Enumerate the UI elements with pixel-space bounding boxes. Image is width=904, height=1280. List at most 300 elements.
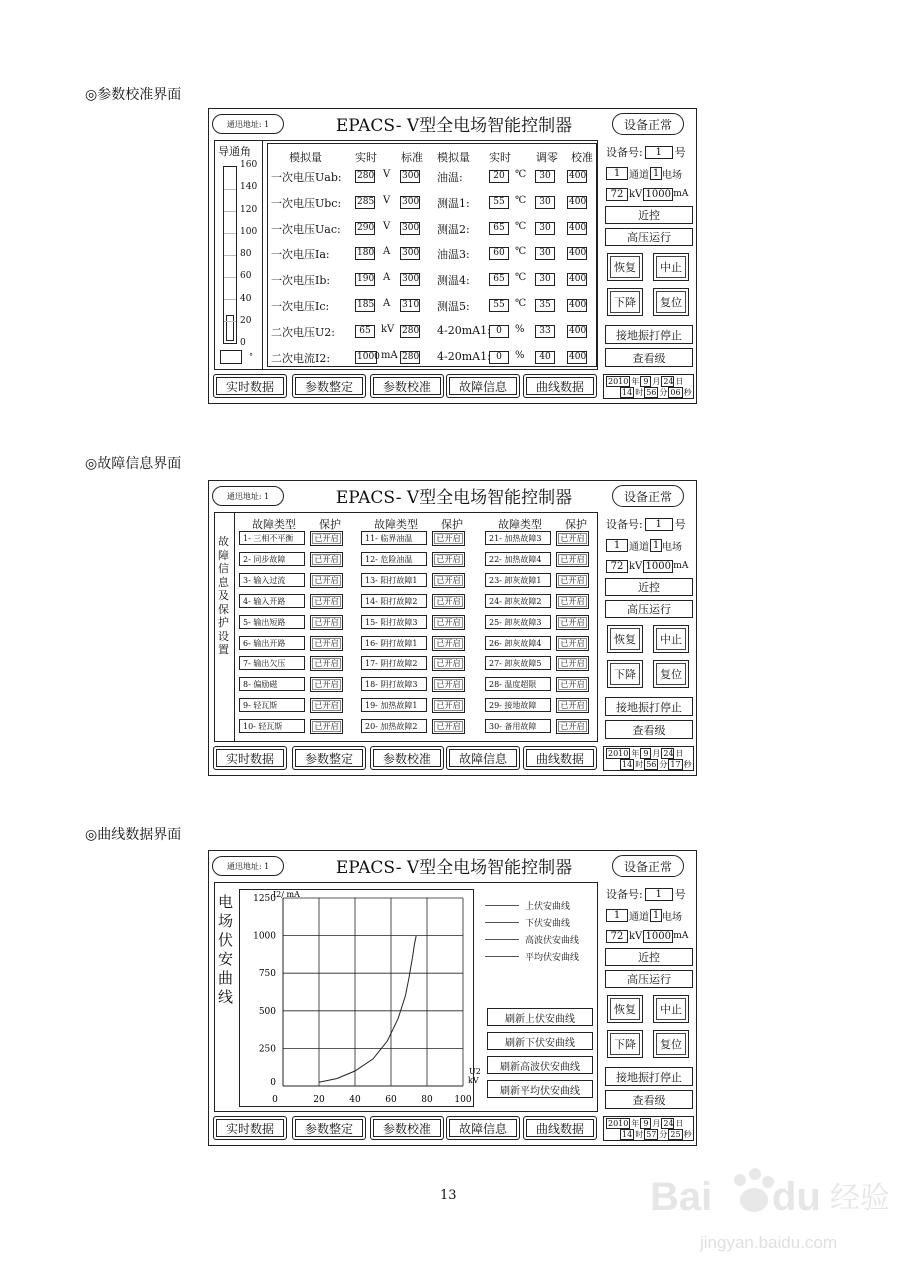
unit-label: ℃ [515,194,527,206]
datetime-display [603,1116,694,1141]
gauge-tick-label: 40 [240,293,252,304]
channel-label: 通道 [629,541,649,553]
minute-value: 56 [646,388,657,397]
realtime-value: 55 [489,196,509,209]
analog-name: 一次电压Uab: [271,171,342,184]
channel-number[interactable]: 1 [606,909,628,922]
section-title-fault-info: ◎故障信息界面 [85,456,182,472]
zero-input[interactable]: 30 [535,170,555,183]
protection-toggle[interactable]: 已开启 [556,531,589,546]
protection-toggle[interactable]: 已开启 [556,594,589,609]
date-row [606,376,691,387]
column-header: 调零 [536,151,558,164]
protection-toggle[interactable]: 已开启 [556,636,589,651]
calibrate-input[interactable]: 400 [569,351,587,362]
reset-button[interactable]: 复位 [653,660,689,688]
fault-type-item: 4- 输入开路 [239,594,305,608]
recover-button[interactable]: 恢复 [607,995,643,1023]
fault-vertical-panel [215,513,235,741]
gauge-grid-line [224,211,236,212]
kv-value: 72 [606,930,628,943]
reset-button[interactable]: 复位 [653,288,689,316]
zero-input[interactable]: 40 [535,351,555,364]
view-level-button[interactable]: 查看级 [605,1090,693,1109]
fault-type-item: 27- 卸灰故障5 [485,656,551,670]
comm-address: 通迅地址: 1 [212,486,284,506]
realtime-value: 290 [357,222,375,233]
tab-fault-info[interactable]: 故障信息 [446,746,520,770]
calibrate-input[interactable]: 400 [569,248,587,259]
ground-rap-stop-button[interactable]: 接地振打停止 [605,325,693,344]
nav-tabs [213,746,597,771]
device-number-label: 设备号: [606,518,643,531]
x-tick-label: 40 [349,1095,361,1105]
gauge-tick-label: 100 [240,226,258,237]
standard-input[interactable]: 300 [402,196,420,207]
refresh-curve-button[interactable]: 刷新平均伏安曲线 [487,1080,593,1098]
status-badge: 设备正常 [612,113,684,135]
y-tick-label: 1000 [253,931,276,942]
series-line [319,936,416,1083]
comm-address: 通迅地址: 1 [212,856,284,876]
down-button[interactable]: 下降 [607,1030,643,1058]
realtime-value: 1000 [357,351,380,362]
tab-fault-info[interactable]: 故障信息 [446,1116,520,1140]
fault-type-item: 22- 加热故障4 [485,552,551,566]
x-tick-label: 0 [272,1095,278,1105]
device-side-panel [603,140,694,370]
zero-input[interactable]: 35 [535,299,555,312]
legend-line [485,939,519,940]
protection-toggle[interactable]: 已开启 [432,531,465,546]
fault-type-item: 17- 阴打故障2 [361,656,427,670]
realtime-value: 65 [355,325,375,338]
protection-toggle[interactable]: 已开启 [556,698,589,713]
protection-toggle[interactable]: 已开启 [432,719,465,734]
fault-type-item: 24- 卸灰故障2 [485,594,551,608]
svg-text:jingyan.baidu.com: jingyan.baidu.com [700,1233,838,1252]
fault-type-item: 10- 轻瓦斯 [239,719,305,733]
stop-button[interactable]: 中止 [653,253,689,281]
status-badge: 设备正常 [612,855,684,877]
channel-label: 通道 [629,169,649,181]
chart-frame [239,889,481,1107]
ma-unit: mA [673,189,689,199]
analog-name: 一次电压Ubc: [271,196,342,210]
svg-text:经验: 经验 [830,1181,890,1216]
device-number-unit: 号 [674,888,686,901]
page-number: 13 [440,1188,457,1203]
zero-input[interactable]: 33 [535,325,555,338]
gauge-tick-label: 60 [240,271,252,282]
calibrate-input[interactable]: 400 [569,171,587,181]
device-number-input[interactable]: 1 [645,888,673,901]
curve-screen [208,850,697,1146]
hour-label: 时 [635,1130,644,1139]
month-label: 月 [652,749,661,758]
realtime-value: 60 [489,247,509,260]
protection-toggle[interactable]: 已开启 [432,573,465,588]
tab-param-calib[interactable]: 参数校准 [370,746,444,770]
analog-name: 二次电压U2: [271,325,335,339]
protection-toggle[interactable]: 已开启 [432,615,465,630]
zero-input[interactable]: 30 [535,273,555,286]
tab-param-calib[interactable]: 参数校准 [370,374,444,398]
protection-toggle[interactable]: 已开启 [310,656,343,671]
channel-number[interactable]: 1 [606,167,628,180]
y-tick-label: 750 [258,969,276,980]
tab-param-set[interactable]: 参数整定 [292,1116,366,1140]
calibrate-input[interactable]: 400 [569,325,587,336]
realtime-value: 285 [357,196,375,207]
analog-name: 油温3: [437,248,470,262]
tab-curve-data[interactable]: 曲线数据 [523,746,597,770]
fault-type-header: 故障类型 [374,518,418,531]
tab-curve-data[interactable]: 曲线数据 [523,1116,597,1140]
fault-type-item: 14- 阳打故障2 [361,594,427,608]
x-axis-label-unit: kV [468,1076,479,1085]
degree-unit: ° [249,352,253,361]
refresh-curve-button[interactable]: 刷新高波伏安曲线 [487,1056,593,1074]
tab-param-calib[interactable]: 参数校准 [370,1116,444,1140]
stop-button[interactable]: 中止 [653,625,689,653]
protection-toggle[interactable]: 已开启 [310,719,343,734]
protection-toggle[interactable]: 已开启 [432,636,465,651]
protection-toggle[interactable]: 已开启 [556,615,589,630]
tab-curve-data[interactable]: 曲线数据 [523,374,597,398]
legend-label: 平均伏安曲线 [525,953,580,963]
protection-toggle[interactable]: 已开启 [432,677,465,692]
realtime-value: 55 [489,299,509,312]
down-button[interactable]: 下降 [607,288,643,316]
protection-toggle[interactable]: 已开启 [310,636,343,651]
hour-value: 14 [622,388,633,397]
device-number-unit: 号 [674,518,686,531]
protection-header: 保护 [319,518,341,531]
conduction-angle-bar [223,166,237,344]
standard-input[interactable]: 280 [402,325,420,336]
app-title: EPACS- V型全电场智能控制器 [335,858,573,878]
fault-type-item: 5- 输出短路 [239,615,305,629]
month-label: 月 [652,377,661,386]
run-state: 高压运行 [605,600,693,618]
x-tick-label: 100 [454,1095,472,1105]
calibration-screen [208,108,697,404]
unit-label: V [383,220,391,232]
gauge-grid-line [224,321,236,322]
recover-button[interactable]: 恢复 [607,625,643,653]
ma-value: 1000 [643,188,673,201]
analog-name: 一次电压Ia: [271,248,330,262]
calibrate-input[interactable]: 400 [569,274,587,285]
fault-type-item: 29- 接地故障 [485,698,551,712]
date-row [606,1118,691,1129]
fault-type-item: 21- 加热故障3 [485,531,551,545]
fault-type-item: 30- 备用故障 [485,719,551,733]
channel-row [606,165,691,181]
kv-value: 72 [606,560,628,573]
curve-main [214,882,598,1112]
realtime-value: 0 [489,325,509,338]
unit-label: A [383,246,391,258]
fault-type-item: 3- 输入过流 [239,573,305,587]
gauge-tick-label: 120 [240,204,258,215]
time-row [620,1129,691,1140]
device-number-row [606,144,691,160]
time-row [620,387,691,398]
legend-line [485,922,519,923]
analog-name: 一次电压Ic: [271,300,330,313]
datetime-display [603,374,694,399]
minute-value: 56 [646,760,657,769]
unit-label: ℃ [515,246,527,258]
refresh-curve-button[interactable]: 刷新下伏安曲线 [487,1032,593,1050]
year-value: 2010 [608,1119,629,1128]
minute-label: 分 [659,760,668,769]
field-label: 电场 [662,911,682,923]
hour-value: 14 [622,1130,633,1139]
curve-vertical-panel [215,883,239,1111]
tab-param-set[interactable]: 参数整定 [292,374,366,398]
standard-input[interactable]: 280 [402,351,420,362]
control-mode: 近控 [605,206,693,224]
fault-type-item: 18- 阴打故障3 [361,677,427,691]
month-value: 9 [640,748,651,759]
conduction-angle-label: 导通角 [218,145,251,158]
standard-input[interactable]: 300 [402,171,420,181]
year-label: 年 [631,749,640,758]
fault-type-item: 2- 同步故障 [239,552,305,566]
realtime-value: 65 [489,273,509,286]
device-number-input[interactable]: 1 [645,518,673,531]
day-value: 24 [663,749,674,758]
app-title: EPACS- V型全电场智能控制器 [335,116,573,136]
standard-input[interactable]: 310 [402,300,420,310]
realtime-value: 20 [489,170,509,183]
ma-unit: mA [673,931,689,941]
minute-label: 分 [659,1130,668,1139]
baidu-logo-icon [640,1150,890,1260]
protection-toggle[interactable]: 已开启 [556,719,589,734]
calibration-main [214,140,598,370]
view-level-button[interactable]: 查看级 [605,720,693,739]
conduction-angle-panel [215,141,263,369]
protection-toggle[interactable]: 已开启 [556,656,589,671]
second-label: 秒 [683,1130,692,1139]
device-number-input[interactable]: 1 [645,146,673,159]
kv-ma-row [606,558,693,574]
second-label: 秒 [683,760,692,769]
x-tick-label: 20 [313,1095,325,1105]
fault-type-item: 6- 输出开路 [239,636,305,650]
run-state: 高压运行 [605,970,693,988]
gauge-grid-line [224,233,236,234]
analog-name: 油温: [437,171,463,184]
channel-row [606,537,691,553]
device-side-panel [603,882,694,1112]
reset-button[interactable]: 复位 [653,1030,689,1058]
conduction-angle-level [226,315,234,341]
comm-address: 通迅地址: 1 [212,114,284,134]
fault-type-item: 9- 轻瓦斯 [239,698,305,712]
run-state: 高压运行 [605,228,693,246]
datetime-display [603,746,694,771]
column-header: 校准 [571,151,593,164]
minute-label: 分 [659,388,668,397]
device-number-label: 设备号: [606,888,643,901]
channel-row [606,907,691,923]
column-header: 实时 [489,151,511,164]
protection-toggle[interactable]: 已开启 [556,573,589,588]
baidu-watermark [640,1150,890,1260]
protection-toggle[interactable]: 已开启 [432,552,465,567]
standard-input[interactable]: 300 [402,222,420,233]
gauge-grid-line [224,189,236,190]
kv-unit: kV [629,188,643,200]
field-number[interactable]: 1 [650,539,662,552]
tab-fault-info[interactable]: 故障信息 [446,374,520,398]
legend-line [485,956,519,957]
hour-label: 时 [635,760,644,769]
fault-main [214,512,598,742]
field-label: 电场 [662,169,682,181]
analog-name: 测温5: [437,300,470,313]
channel-label: 通道 [629,911,649,923]
vi-curve-chart [240,890,481,1108]
fault-vertical-label: 故障信息及保护设置 [218,535,229,656]
nav-tabs [213,1116,597,1141]
fault-info-screen [208,480,697,776]
protection-toggle[interactable]: 已开启 [432,698,465,713]
field-number[interactable]: 1 [650,909,662,922]
second-value: 06 [670,388,681,397]
control-mode: 近控 [605,578,693,596]
column-header: 实时 [355,151,377,164]
realtime-value: 0 [489,351,509,364]
analog-name: 测温2: [437,222,470,236]
realtime-value: 280 [357,171,375,181]
time-row [620,759,691,770]
ground-rap-stop-button[interactable]: 接地振打停止 [605,697,693,716]
ma-unit: mA [673,561,689,571]
y-axis-label: I2/ mA [273,890,300,899]
realtime-value: 190 [357,274,375,285]
unit-label: V [383,169,391,180]
column-header: 模拟量 [289,151,322,164]
analog-name: 4-20mA1: [437,349,491,363]
app-title: EPACS- V型全电场智能控制器 [335,488,573,508]
standard-input[interactable]: 300 [402,274,420,285]
protection-toggle[interactable]: 已开启 [310,698,343,713]
second-value: 17 [670,760,681,769]
fault-type-item: 25- 卸灰故障3 [485,615,551,629]
protection-toggle[interactable]: 已开启 [310,552,343,567]
month-value: 9 [640,376,651,387]
analog-name: 二次电流I2: [271,351,331,365]
x-axis-label: U2 [469,1067,481,1076]
stop-button[interactable]: 中止 [653,995,689,1023]
device-side-panel [603,512,694,742]
legend-label: 下伏安曲线 [525,919,571,929]
view-level-button[interactable]: 查看级 [605,348,693,367]
fault-type-item: 26- 卸灰故障4 [485,636,551,650]
tab-realtime[interactable]: 实时数据 [213,374,287,398]
unit-label: % [515,349,525,361]
month-label: 月 [652,1119,661,1128]
ground-rap-stop-button[interactable]: 接地振打停止 [605,1067,693,1086]
unit-label: ℃ [515,220,527,232]
protection-toggle[interactable]: 已开启 [310,615,343,630]
second-value: 25 [670,1130,681,1139]
recover-button[interactable]: 恢复 [607,253,643,281]
realtime-value: 185 [357,300,375,310]
control-mode: 近控 [605,948,693,966]
zero-input[interactable]: 30 [535,247,555,260]
protection-toggle[interactable]: 已开启 [556,677,589,692]
unit-label: mA [381,349,398,361]
curve-vertical-label: 电场伏安曲线 [218,893,234,1006]
field-label: 电场 [662,541,682,553]
gauge-tick-label: 0 [240,338,246,348]
zero-input[interactable]: 30 [535,196,555,209]
protection-toggle[interactable]: 已开启 [310,573,343,588]
unit-label: ℃ [515,298,527,309]
field-number[interactable]: 1 [650,167,662,180]
calibrate-input[interactable]: 400 [569,300,587,310]
conduction-angle-value[interactable] [220,350,242,364]
protection-toggle[interactable]: 已开启 [556,552,589,567]
down-button[interactable]: 下降 [607,660,643,688]
standard-input[interactable]: 300 [402,248,420,259]
fault-type-item: 19- 加热故障1 [361,698,427,712]
kv-ma-row [606,928,693,944]
channel-number[interactable]: 1 [606,539,628,552]
fault-type-item: 20- 加热故障2 [361,719,427,733]
hour-label: 时 [635,388,644,397]
analog-name: 一次电压Ib: [271,274,331,288]
zero-input[interactable]: 30 [535,222,555,235]
protection-header: 保护 [441,518,463,531]
calibrate-input[interactable]: 400 [569,222,587,233]
fault-type-item: 23- 卸灰故障1 [485,573,551,587]
y-tick-label: 0 [270,1078,276,1088]
svg-text:Bai: Bai [650,1175,713,1219]
device-number-unit: 号 [674,146,686,159]
analog-name: 4-20mA1: [437,323,491,337]
legend-label: 高波伏安曲线 [525,936,580,946]
date-row [606,748,691,759]
year-value: 2010 [608,377,629,386]
x-tick-label: 80 [421,1095,433,1105]
fault-type-item: 7- 输出欠压 [239,656,305,670]
refresh-curve-button[interactable]: 刷新上伏安曲线 [487,1008,593,1026]
protection-toggle[interactable]: 已开启 [310,677,343,692]
tab-realtime[interactable]: 实时数据 [213,1116,287,1140]
tab-realtime[interactable]: 实时数据 [213,746,287,770]
tab-param-set[interactable]: 参数整定 [292,746,366,770]
protection-toggle[interactable]: 已开启 [310,531,343,546]
second-label: 秒 [683,388,692,397]
protection-toggle[interactable]: 已开启 [310,594,343,609]
calibrate-input[interactable]: 400 [569,196,587,207]
device-number-row [606,886,691,902]
legend-label: 上伏安曲线 [525,902,571,912]
protection-toggle[interactable]: 已开启 [432,594,465,609]
protection-toggle[interactable]: 已开启 [432,656,465,671]
fault-type-item: 28- 温度超限 [485,677,551,691]
analog-name: 一次电压Uac: [271,222,341,236]
fault-type-item: 12- 危险油温 [361,552,427,566]
